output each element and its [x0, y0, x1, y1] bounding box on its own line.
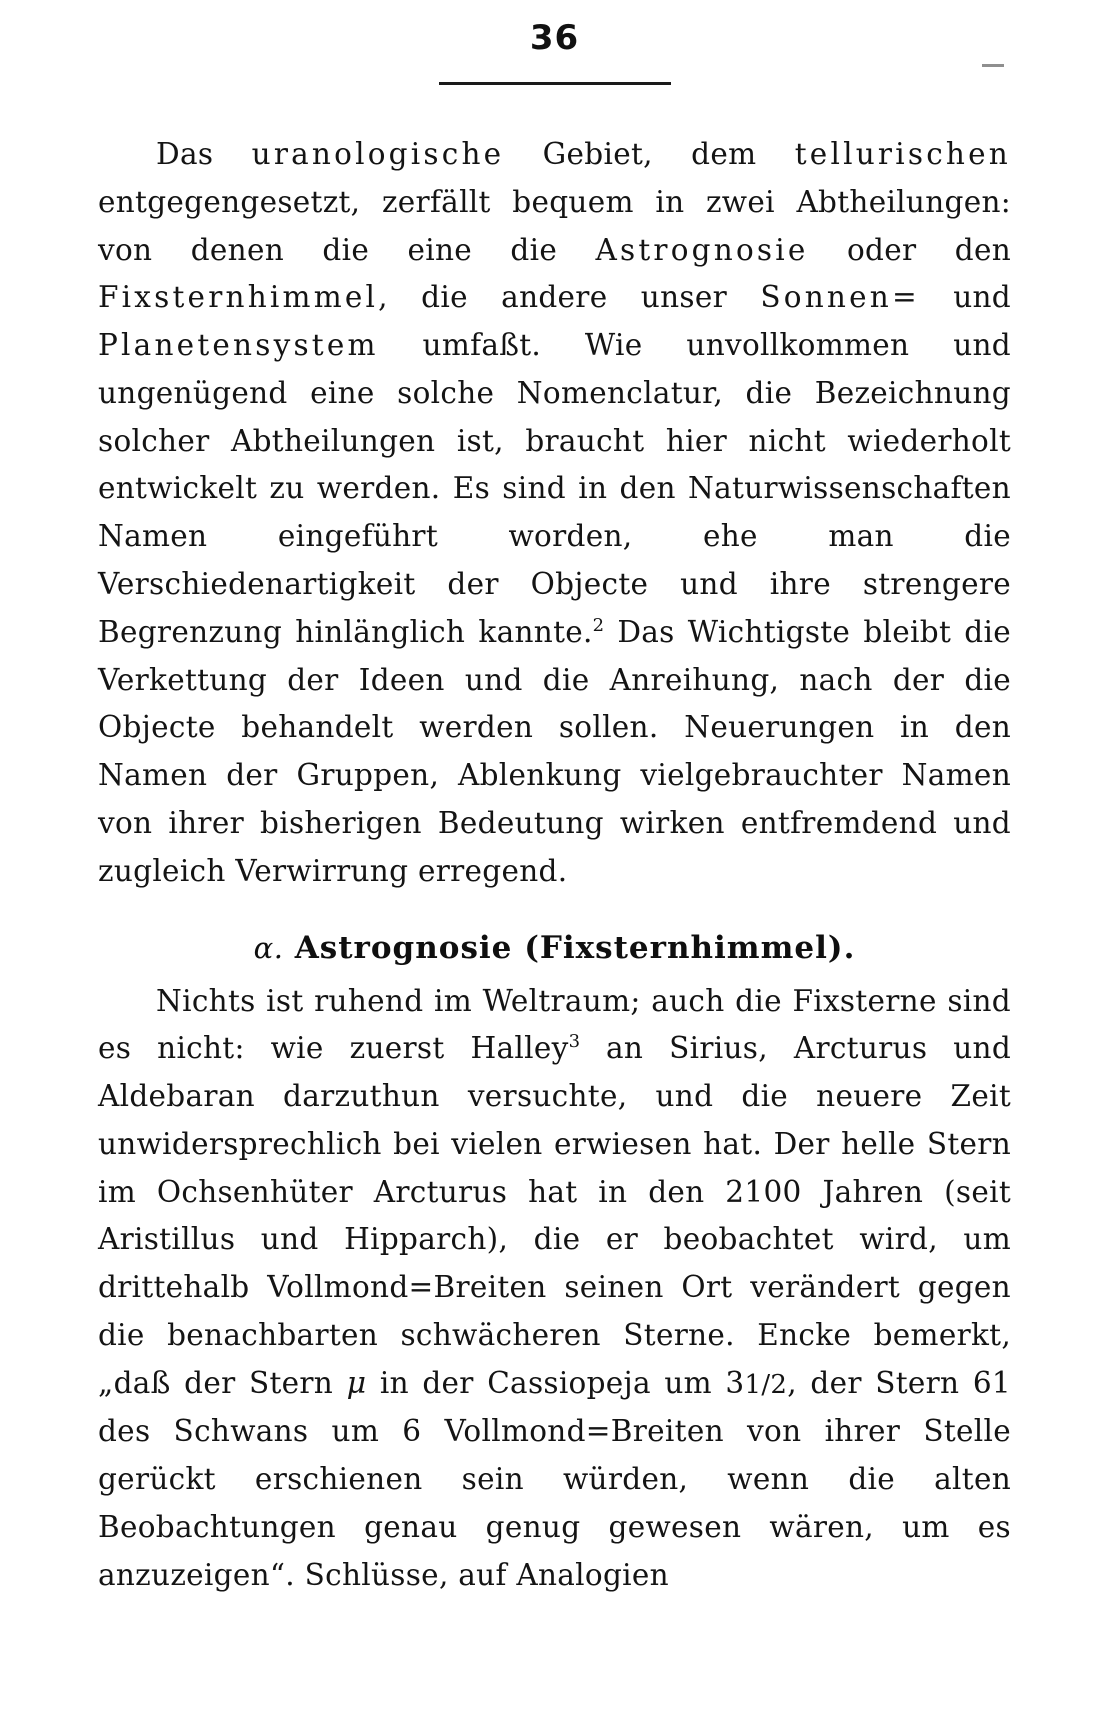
text-segment: Das Wichtigste bleibt die Verkettung der Ideen und die Anreihung, nach der die Objecte behandelt werden sollen. Neuerungen in den Namen der Gruppen, Ablenkung vielgebrauchter Namen von ihrer bisherigen Bedeutung wirken entfremdend und zugleich Verwirrung erregend.	[98, 614, 1011, 888]
text-segment: an Sirius, Arcturus und Aldebaran darzuthun versuchte, und die neuere Zeit unwidersprechlich bei vielen erwiesen hat. Der helle Stern im Ochsenhüter Arcturus hat in den 2100 Jahren (seit Aristillus und Hipparch), die er beobachtet wird, um drittehalb Vollmond=Breiten seinen Ort verändert gegen die benachbarten schwächeren Sterne. Encke bemerkt, „daß der Stern	[98, 1031, 1011, 1400]
page-number: 36	[529, 18, 580, 58]
footnote-marker-2: 2	[592, 614, 605, 636]
text-emphasis-planetensystem: Planetensystem	[98, 328, 379, 363]
text-emphasis-sonnen: Sonnen=	[760, 280, 920, 315]
mu-symbol: μ	[346, 1365, 367, 1401]
text-segment: und	[919, 280, 1011, 315]
text-emphasis-uranologische: uranologische	[251, 137, 505, 171]
text-segment: , die andere unser	[378, 280, 761, 315]
text-segment: Das	[156, 137, 252, 171]
document-page	[0, 18, 1109, 1727]
text-segment: umfaßt. Wie unvollkommen und ungenügend eine solche Nomenclatur, die Bezeichnung solcher Abtheilungen ist, braucht hier nicht wiederholt entwickelt zu werden. Es sind in den Naturwissenschaften Namen eingeführt worden, ehe man die Verschiedenartigkeit der Objecte und ihre strengere Begrenzung hinlänglich kannte.	[98, 328, 1011, 649]
text-emphasis-tellurischen: tellurischen	[794, 137, 1011, 171]
section-title: Astrognosie (Fixsternhimmel).	[294, 929, 856, 966]
header-divider-rule	[439, 82, 671, 85]
text-emphasis-astrognosie: Astrognosie	[595, 232, 809, 267]
text-segment: Gebiet, dem	[504, 137, 795, 171]
text-segment: entgegengesetzt, zerfällt bequem in zwei Abtheilungen: von denen die eine die	[98, 184, 1011, 267]
text-emphasis-fixsternhimmel: Fixsternhimmel	[98, 280, 379, 315]
paragraph-uranologisches-gebiet	[98, 131, 1011, 896]
fraction-one-half: 1/2	[744, 1369, 788, 1400]
section-label-alpha: α.	[253, 930, 284, 965]
text-segment: Nichts ist ruhend im Weltraum; auch die Fixsterne sind es nicht: wie zuerst Halley	[98, 983, 1011, 1066]
text-segment: in der Cassiopeja um 3	[366, 1365, 745, 1400]
text-segment: , der Stern 61 des Schwans um 6 Vollmond=Breiten von ihrer Stelle gerückt erschienen sein würden, wenn die alten Beobachtungen genau genug gewesen wären, um es anzuzeigen“. Schlüsse, auf Analogien	[98, 1365, 1011, 1592]
footnote-marker-3: 3	[568, 1031, 581, 1053]
section-heading-astrognosie	[98, 930, 1011, 966]
paragraph-fixsterne	[98, 978, 1011, 1600]
margin-mark	[982, 64, 1004, 67]
text-segment: oder den	[808, 232, 1011, 267]
